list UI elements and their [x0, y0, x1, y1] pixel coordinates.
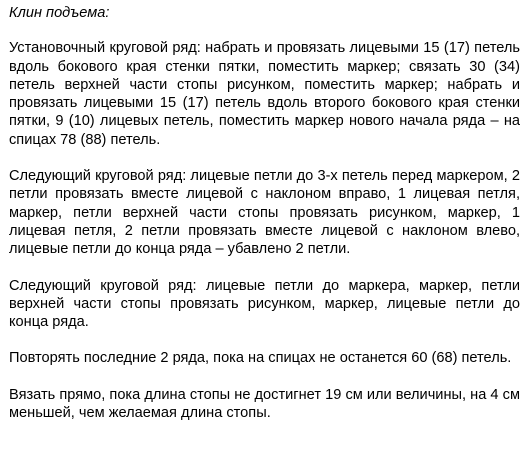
paragraph-decrease-round: Следующий круговой ряд: лицевые петли до 3-х петель перед маркером, 2 петли провязать вместе лицевой с наклоном вправо, 1 лицевая петля, маркер, петли верхней части стопы провязать рисунком, маркер, 1 лицевая петля, 2 петли провязать вместе лицевой с наклоном влево, лицевые петли до конца ряда – убавлено 2 петли.	[9, 168, 520, 258]
paragraph-repeat: Повторять последние 2 ряда, пока на спицах не останется 60 (68) петель.	[9, 350, 512, 367]
paragraph-knit-straight: Вязать прямо, пока длина стопы не достигнет 19 см или величины, на 4 см меньшей, чем желаемая длина стопы.	[9, 386, 520, 422]
paragraph-setup-round: Установочный круговой ряд: набрать и провязать лицевыми 15 (17) петель вдоль бокового края стенки пятки, поместить маркер; связать 30 (34) петель верхней части стопы рисунком, поместить маркер; набрать и провязать лицевыми 15 (17) петель вдоль второго бокового края стенки пятки, 9 (10) лицевых петель, поместить маркер нового начала ряда – на спицах 78 (88) петель.	[9, 40, 520, 148]
section-heading: Клин подъема:	[9, 5, 110, 21]
paragraph-plain-round: Следующий круговой ряд: лицевые петли до маркера, маркер, петли верхней части стопы провязать рисунком, маркер, лицевые петли до конца ряда.	[9, 277, 520, 331]
